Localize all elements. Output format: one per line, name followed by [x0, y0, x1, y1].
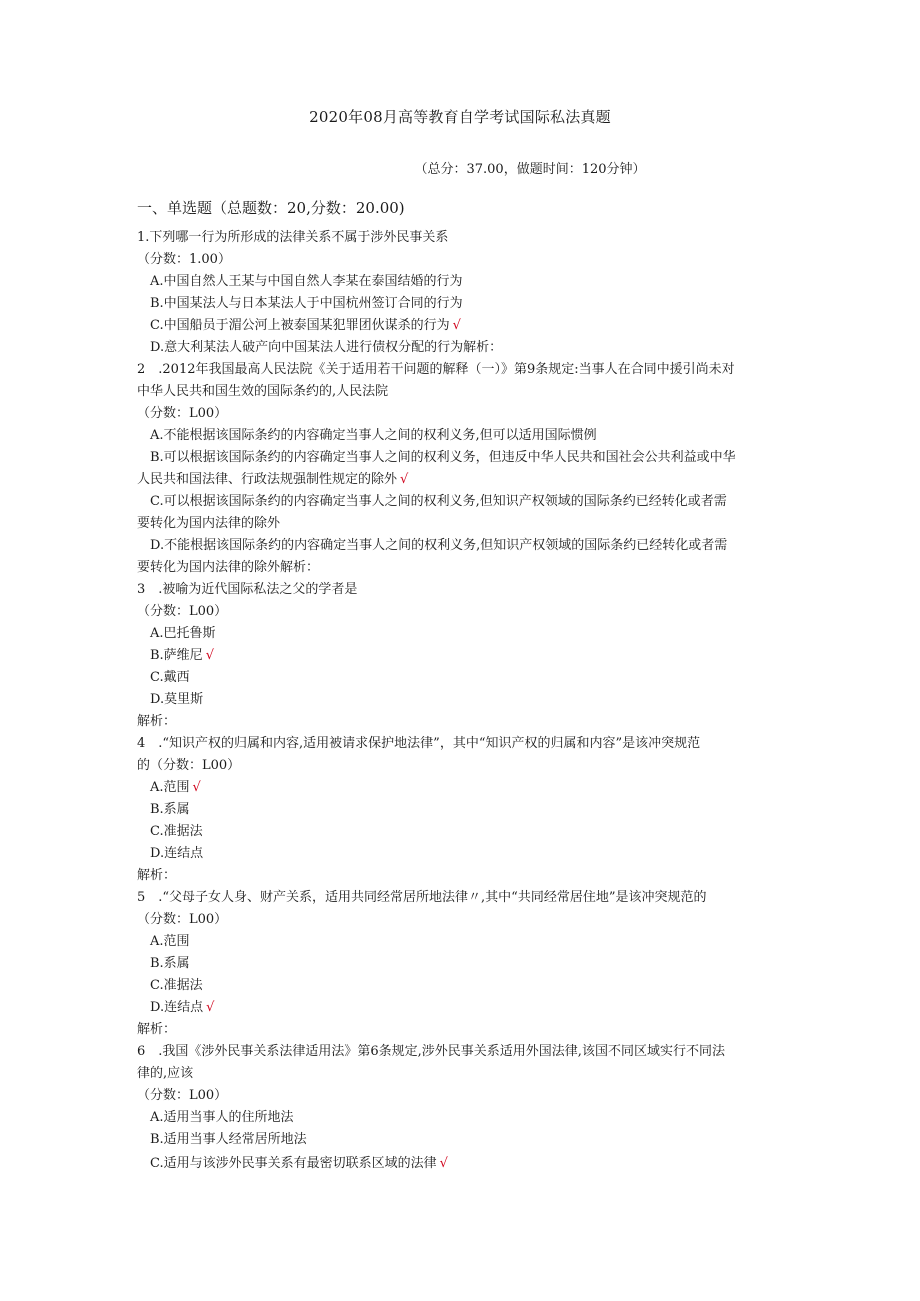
option-text: 人民共和国法律、行政法规强制性规定的除外 — [137, 472, 398, 487]
option-correct — [137, 1153, 787, 1175]
analysis-label: 解析： — [137, 1022, 177, 1037]
check-icon: √ — [206, 1000, 215, 1015]
analysis-label: 解析： — [137, 714, 177, 729]
question-stem: 4 .“知识产权的归属和内容,适用被请求保护地法律”，其中“知识产权的归属和内容”是该冲突规范 — [137, 736, 701, 751]
check-icon: √ — [452, 318, 461, 333]
option-text: C.适用与该涉外民事关系有最密切联系区域的法律 — [150, 1156, 437, 1171]
option: D.莫里斯 — [150, 692, 204, 707]
option-correct — [137, 315, 787, 337]
option-correct — [137, 645, 787, 667]
question-score: （分数：L00） — [137, 406, 228, 421]
section-heading: 一、单选题（总题数：20,分数：20.00) — [137, 199, 405, 217]
question-stem: 5 .“父母子女人身、财产关系，适用共同经常居所地法律〃,其中“共同经常居住地”是该冲突规范的 — [137, 890, 707, 905]
option-text: A.范围 — [150, 780, 190, 795]
option-correct — [137, 469, 787, 491]
option: A.不能根据该国际条约的内容确定当事人之间的权利义务,但可以适用国际惯例 — [150, 428, 597, 443]
analysis-label: 解析： — [137, 868, 177, 883]
option: D.意大利某法人破产向中国某法人进行债权分配的行为解析： — [150, 340, 503, 355]
option: A.巴托鲁斯 — [150, 626, 216, 641]
check-icon: √ — [439, 1156, 448, 1171]
option-correct — [137, 997, 787, 1019]
question-stem: 1.下列哪一行为所形成的法律关系不属于涉外民事关系 — [137, 230, 449, 245]
option: D.连结点 — [150, 846, 204, 861]
option-text: D.连结点 — [150, 1000, 204, 1015]
question-stem: 6 .我国《涉外民事关系法律适用法》第6条规定,涉外民事关系适用外国法律,该国不同区域实行不同法 — [137, 1044, 725, 1059]
option-cont: 要转化为国内法律的除外 — [137, 516, 281, 531]
option: A.适用当事人的住所地法 — [150, 1110, 294, 1125]
document-subtitle: （总分：37.00，做题时间：120分钟） — [414, 162, 646, 177]
check-icon: √ — [205, 648, 214, 663]
option: D.不能根据该国际条约的内容确定当事人之间的权利义务,但知识产权领域的国际条约已经转化或者需 — [150, 538, 728, 553]
option: B.可以根据该国际条约的内容确定当事人之间的权利义务，但违反中华人民共和国社会公共利益或中华 — [150, 450, 736, 465]
option: A.中国自然人王某与中国自然人李某在泰国结婚的行为 — [150, 274, 463, 289]
question-stem-cont: 中华人民共和国生效的国际条约的,人民法院 — [137, 384, 389, 399]
option: C.戴西 — [150, 670, 190, 685]
question-stem: 3 .被喻为近代国际私法之父的学者是 — [137, 582, 358, 597]
question-score: （分数：L00） — [137, 604, 228, 619]
check-icon: √ — [192, 780, 201, 795]
option: C.准据法 — [150, 978, 203, 993]
question-score: （分数：L00） — [137, 1088, 228, 1103]
option: B.系属 — [150, 802, 190, 817]
option: B.适用当事人经常居所地法 — [150, 1132, 307, 1147]
check-icon: √ — [400, 472, 409, 487]
option-text: C.中国船员于湄公河上被泰国某犯罪团伙谋杀的行为 — [150, 318, 450, 333]
option: C.可以根据该国际条约的内容确定当事人之间的权利义务,但知识产权领域的国际条约已经转化或者需 — [150, 494, 727, 509]
option: B.系属 — [150, 956, 190, 971]
question-score: （分数：L00） — [137, 912, 228, 927]
option-correct — [137, 777, 787, 799]
option: B.中国某法人与日本某法人于中国杭州签订合同的行为 — [150, 296, 463, 311]
question-stem: 2 .2012年我国最高人民法院《关于适用若干问题的解释（一）》第9条规定:当事人在合同中援引尚未对 — [137, 362, 735, 377]
question-stem-cont: 律的,应该 — [137, 1066, 194, 1081]
option: A.范围 — [150, 934, 190, 949]
question-list — [137, 227, 787, 1175]
option-cont: 要转化为国内法律的除外解析： — [137, 560, 320, 575]
option-text: B.萨维尼 — [150, 648, 203, 663]
question-score: （分数：1.00） — [137, 252, 231, 267]
question-stem-cont: 的（分数：L00） — [137, 758, 241, 773]
option: C.准据法 — [150, 824, 203, 839]
document-title: 2020年08月高等教育自学考试国际私法真题 — [309, 108, 611, 126]
